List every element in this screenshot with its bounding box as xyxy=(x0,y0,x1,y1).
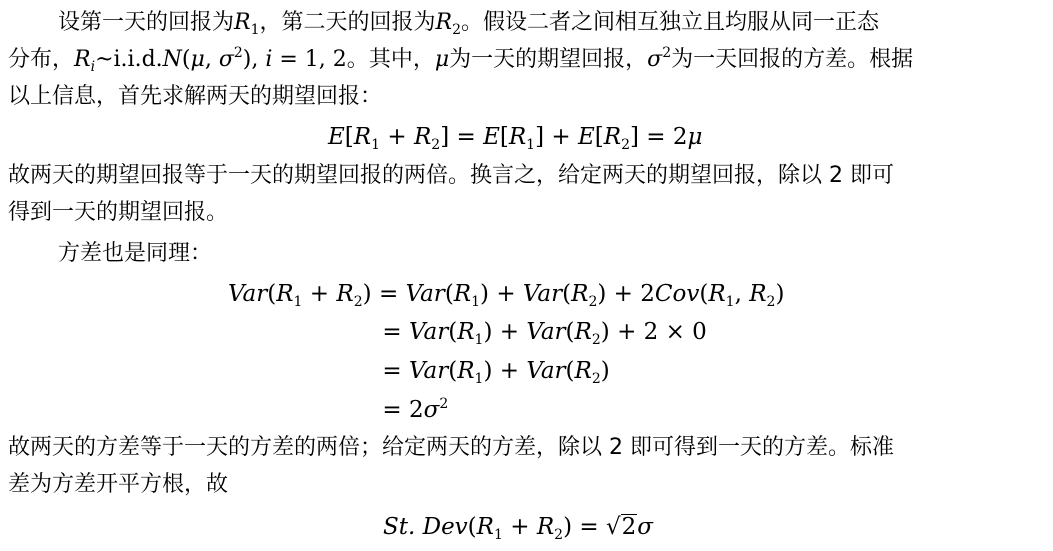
sqrt-symbol: √2 xyxy=(605,514,637,540)
equation-std-dev: St. $Dev(R_1 + R_2) = √2\sigma$ xyxy=(383,511,653,543)
math-r1: $R_1$ xyxy=(234,10,260,38)
text-segment: 方差也是同理： xyxy=(58,241,213,266)
iid-label: i.i.d. xyxy=(113,47,163,72)
equation-variance-line-3: = $Var(R_1) + Var(R_2)$ xyxy=(382,358,610,387)
text-segment: 其中， xyxy=(368,47,435,72)
paragraph-1-line-2 xyxy=(8,45,913,75)
text-segment: 设第一天的回报为 xyxy=(58,10,235,35)
paragraph-2-line-2 xyxy=(8,198,228,228)
math-mu: μ xyxy=(434,47,450,72)
paragraph-4-line-1 xyxy=(8,433,894,463)
text-segment: 得到一天的期望回报。 xyxy=(8,200,229,225)
text-segment: 故两天的期望回报等于一天的期望回报的两倍。换言之，给定两天的期望回报，除以 2 即可 xyxy=(8,163,894,188)
period: 。 xyxy=(346,47,369,72)
paragraph-1-line-1 xyxy=(58,8,879,38)
text-segment: 故两天的方差等于一天的方差的两倍；给定两天的方差，除以 2 即可得到一天的方差。标准 xyxy=(8,435,894,460)
equation-variance-line-1: $Var(R_1 + R_2) = Var(R_1) + Var(R_2) + 2Cov(R_1$, $R_2$) xyxy=(228,281,785,310)
text-segment: 为一天回报的方差。根据 xyxy=(671,47,914,72)
paragraph-3-line-1 xyxy=(58,239,212,269)
paragraph-4-line-2 xyxy=(8,470,228,500)
text-segment: 为一天的期望回报， xyxy=(449,47,648,72)
text-segment: 分布， xyxy=(8,47,75,72)
text-segment: 以上信息，首先求解两天的期望回报： xyxy=(8,84,383,109)
text-segment: ，第二天的回报为 xyxy=(259,10,436,35)
math-distribution: $R_i\sim i.i.d.N(\mu$, $\sigma^2$), i = 1, 2 xyxy=(74,45,347,75)
math-r2: $R_2$ xyxy=(435,10,462,38)
text-segment: 。假设二者之间相互独立且均服从同一正态 xyxy=(461,10,880,35)
equation-variance-line-4: = $2\sigma^2$ xyxy=(382,396,449,423)
equation-variance-line-2: = $Var(R_1) + Var(R_2) + 2 \times 0$ xyxy=(382,319,707,348)
paragraph-2-line-1 xyxy=(8,161,894,191)
math-sigma-squared: $\sigma^2$ xyxy=(647,45,672,72)
paragraph-1-line-3 xyxy=(8,82,382,112)
text-segment: 差为方差开平方根，故 xyxy=(8,472,229,497)
equation-expected-return: $E[R_1 + R_2] = E[R_1] + E[R_2] = 2\mu$ xyxy=(328,124,703,153)
